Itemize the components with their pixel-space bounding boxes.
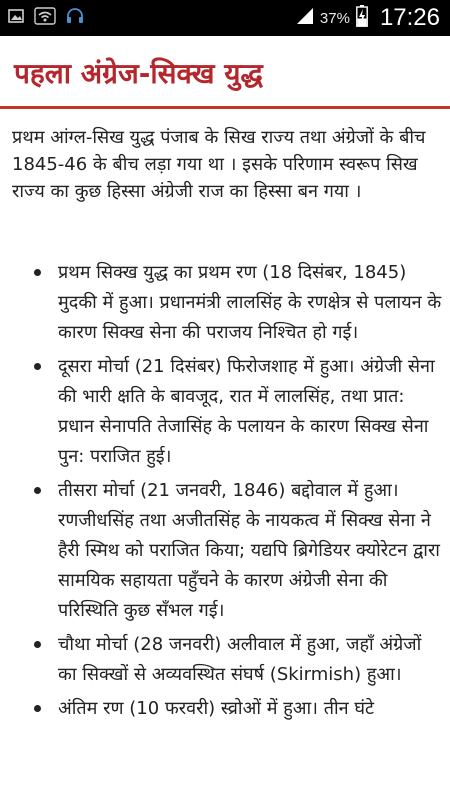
list-item-text: चौथा मोर्चा (28 जनवरी) अलीवाल में हुआ, जहाँ अंग्रेजों का सिक्खों से अव्यवस्थित संघर्ष (Skirmish) हुआ।: [58, 634, 422, 685]
list-item: [0, 258, 450, 348]
bullet-icon: [34, 641, 41, 648]
battery-charging-icon: [356, 5, 368, 32]
list-item-text: अंतिम रण (10 फरवरी) स्व्रोओं में हुआ। तीन घंटे: [58, 698, 375, 719]
status-bar: [0, 0, 450, 36]
bullet-icon: [34, 487, 41, 494]
status-bar-notifications: [8, 8, 84, 28]
intro-paragraph: प्रथम आंग्ल-सिख युद्ध पंजाब के सिख राज्य तथा अंग्रेजों के बीच 1845-46 के बीच लड़ा गया था । इसके परिणाम स्वरूप सिख राज्य का कुछ हिस्सा अंग्रेजी राज का हिस्सा बन गया ।: [12, 127, 426, 202]
battle-list: [0, 258, 450, 728]
article-content[interactable]: [0, 36, 450, 800]
bullet-icon: [34, 705, 41, 712]
list-item-text: दूसरा मोर्चा (21 दिसंबर) फिरोजशाह में हुआ। अंग्रेजी सेना की भारी क्षति के बावजूद, रात में लालसिंह, तथा प्रात: प्रधान सेनापति तेजासिंह के पलायन के कारण सिक्ख सेना पुन: पराजित हुई।: [58, 356, 435, 467]
status-bar-system: [296, 0, 440, 36]
page-title: पहला अंग्रेज-सिक्ख युद्ध: [14, 57, 263, 90]
list-item: [0, 476, 450, 626]
wifi-icon: [34, 7, 56, 29]
gallery-icon: [8, 8, 24, 28]
list-item: [0, 352, 450, 472]
bullet-icon: [34, 363, 41, 370]
title-divider: [0, 106, 450, 109]
clock: 17:26: [379, 4, 440, 31]
signal-icon: [296, 7, 314, 30]
list-item: [0, 694, 450, 724]
headset-icon: [66, 8, 84, 28]
list-item-text: तीसरा मोर्चा (21 जनवरी, 1846) बद्दोवाल में हुआ। रणजीधसिंह तथा अजीतसिंह के नायकत्व में सिक्ख सेना ने हैरी स्मिथ को पराजित किया; यद्यपि ब्रिगेडियर क्योरेटन द्वारा सामयिक सहायता पहुँचने के कारण अंग्रेजी सेना की परिस्थिति कुछ सँभल गई।: [58, 480, 440, 621]
bullet-icon: [34, 269, 41, 276]
list-item: [0, 630, 450, 690]
list-item-text: प्रथम सिक्ख युद्ध का प्रथम रण (18 दिसंबर, 1845) मुदकी में हुआ। प्रधानमंत्री लालसिंह के रणक्षेत्र से पलायन के कारण सिक्ख सेना की पराजय निश्चित हो गई।: [58, 262, 442, 343]
battery-percent: 37%: [319, 9, 350, 27]
